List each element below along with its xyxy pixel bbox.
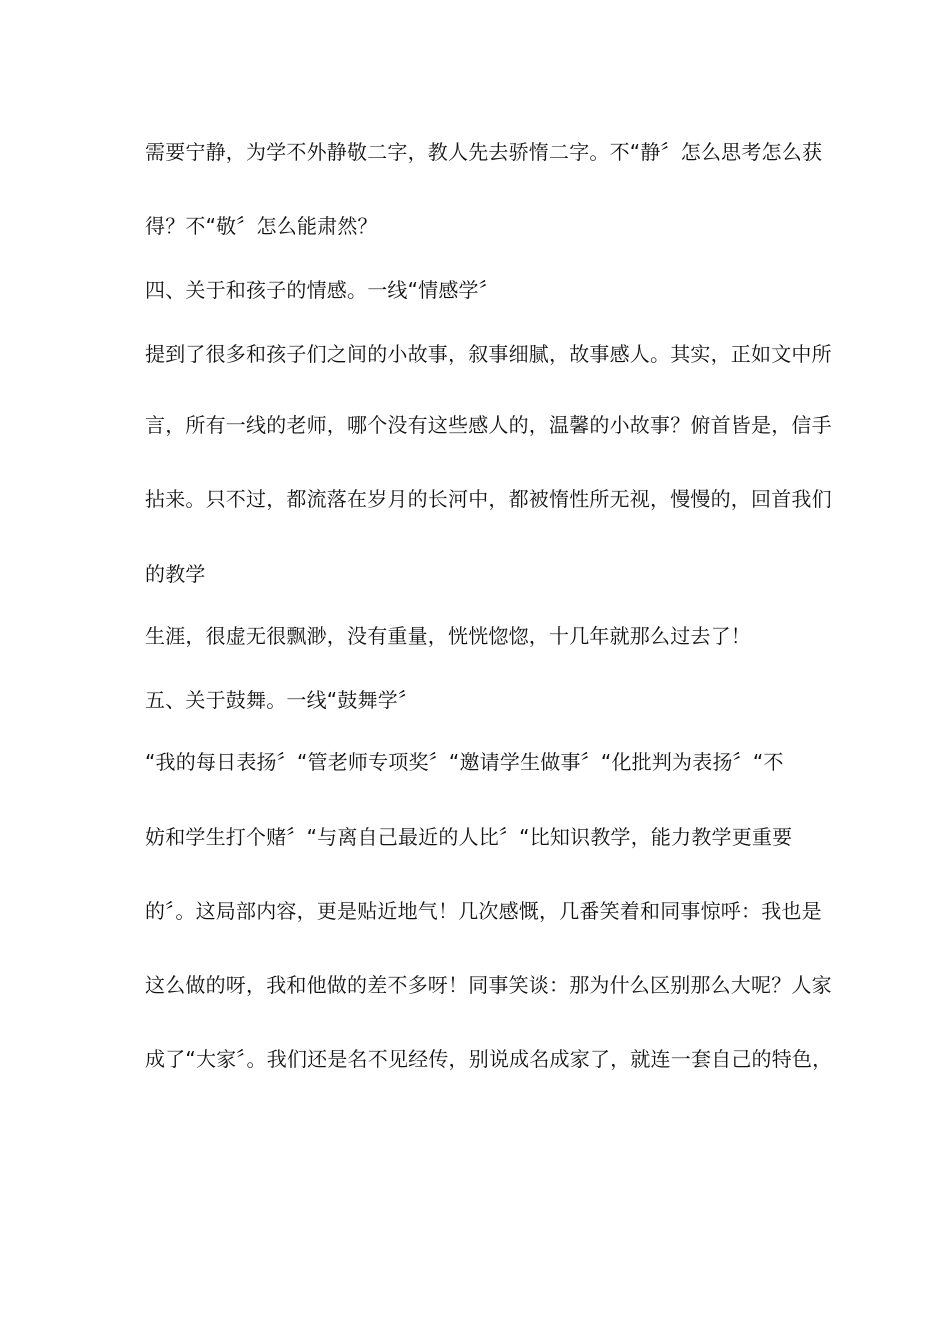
text-line: 的〞。这局部内容，更是贴近地气！几次感慨，几番笑着和同事惊呼：我也是 [145, 899, 822, 923]
text-line: 这么做的呀，我和他做的差不多呀！同事笑谈：那为什么区别那么大呢？人家 [145, 973, 832, 997]
text-line: 得？不“敬〞怎么能肃然？ [145, 214, 378, 238]
text-line: 提到了很多和孩子们之间的小故事，叙事细腻，故事感人。其实，正如文中所 [145, 342, 832, 366]
text-line: 生涯，很虚无很飘渺，没有重量，恍恍惚惚，十几年就那么过去了！ [145, 624, 751, 648]
text-line: “我的每日表扬〞“管老师专项奖〞“邀请学生做事〞“化批判为表扬〞“不 [145, 750, 784, 774]
text-line: 妨和学生打个赌〞“与离自己最近的人比〞“比知识教学，能力教学更重要 [145, 825, 793, 849]
text-line: 言，所有一线的老师，哪个没有这些感人的，温馨的小故事？俯首皆是，信手 [145, 413, 832, 437]
text-line: 拈来。只不过，都流落在岁月的长河中，都被惰性所无视，慢慢的，回首我们 [145, 487, 832, 511]
section-heading: 四、关于和孩子的情感。一线“情感学〞 [145, 278, 499, 302]
text-line: 的教学 [145, 562, 206, 586]
text-line: 成了“大家〞。我们还是名不见经传，别说成名成家了，就连一套自己的特色， [145, 1047, 833, 1071]
section-heading: 五、关于鼓舞。一线“鼓舞学〞 [145, 688, 419, 712]
text-line: 需要宁静，为学不外静敬二字，教人先去骄惰二字。不“静〞怎么思考怎么获 [145, 140, 823, 164]
